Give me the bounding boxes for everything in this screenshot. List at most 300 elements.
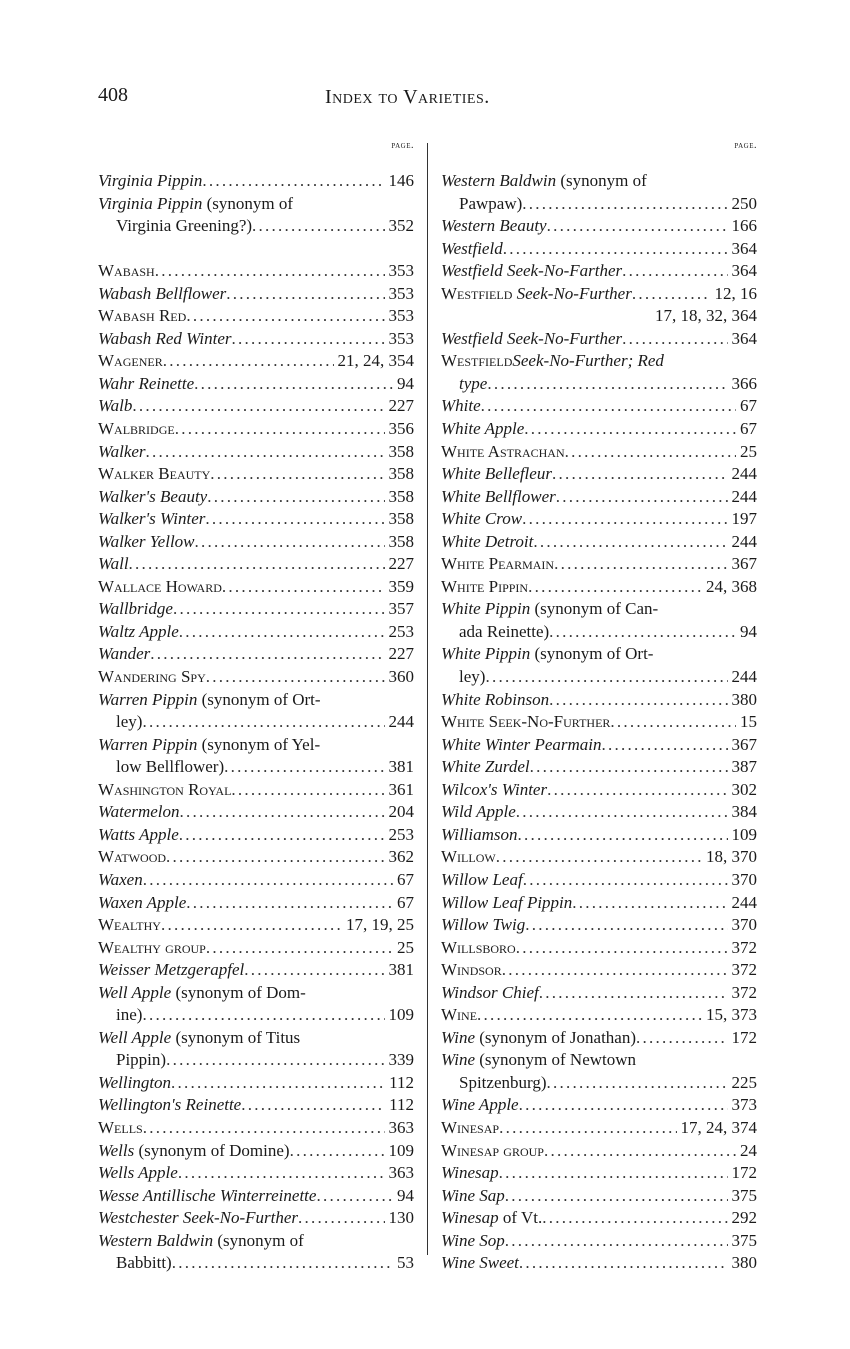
name-segment: (synonym of Dom- (171, 982, 306, 1002)
index-entry-line (441, 892, 757, 915)
name-segment: Waxen (98, 869, 143, 889)
index-entry-line (441, 1207, 757, 1230)
index-entry-line (441, 283, 757, 306)
name-segment: Willsboro (441, 937, 516, 957)
variety-name (98, 395, 132, 418)
dot-leader (186, 305, 384, 328)
name-segment: Wealthy (98, 915, 161, 935)
page-reference: 112 (389, 1072, 414, 1092)
variety-name (441, 486, 556, 509)
dot-leader (547, 215, 728, 238)
index-entry-line (98, 1140, 414, 1163)
name-segment: Waltz Apple (98, 621, 179, 641)
page-reference: 358 (388, 464, 414, 484)
variety-name (98, 1140, 290, 1163)
column-heading: page. (391, 140, 414, 151)
page-reference: 18, 370 (706, 847, 757, 867)
dot-leader (150, 643, 384, 666)
index-entry-line (441, 1004, 757, 1027)
index-entry-line (441, 1117, 757, 1140)
page-reference: 112 (389, 1095, 414, 1115)
page-reference: 197 (731, 509, 757, 529)
index-entry-line (441, 373, 757, 396)
name-segment: (synonym of Titus (171, 1027, 301, 1047)
name-segment: Watwood (98, 847, 167, 867)
name-segment: Spitzenburg) (459, 1072, 547, 1092)
page-reference: 67 (397, 892, 414, 912)
name-segment: Virginia Greening?) (116, 216, 253, 236)
index-entry-line (98, 982, 414, 1005)
name-segment: Wine (441, 1050, 475, 1070)
index-entry-line (98, 260, 414, 283)
page-reference: 244 (731, 531, 757, 551)
name-segment: Westfield (441, 283, 517, 303)
page-reference: 370 (731, 915, 757, 935)
index-entry-line (441, 779, 757, 802)
name-segment: Walker Beauty (98, 464, 211, 484)
page-reference: 361 (388, 779, 414, 799)
index-entry-line (98, 1049, 414, 1072)
page-reference: 292 (731, 1208, 757, 1228)
name-segment: Westfield (441, 238, 503, 258)
variety-name (459, 621, 549, 644)
name-segment: Walker (98, 441, 146, 461)
variety-name (98, 553, 129, 576)
name-segment: Wells (98, 1117, 143, 1137)
variety-name (441, 689, 549, 712)
page-reference: 227 (388, 396, 414, 416)
index-entry-line (441, 395, 757, 418)
index-entry-line (441, 689, 757, 712)
name-segment: Williamson (441, 824, 518, 844)
dot-leader (143, 1117, 385, 1140)
name-segment: Western Beauty (441, 216, 547, 236)
variety-name (98, 621, 179, 644)
dot-leader (499, 1162, 728, 1185)
name-segment: Wagener (98, 351, 163, 371)
variety-name (441, 441, 565, 464)
name-segment: ley) (116, 712, 143, 732)
dot-leader (487, 373, 727, 396)
variety-name (441, 1049, 636, 1072)
index-entry-line (98, 734, 414, 757)
name-segment: White Robinson (441, 689, 550, 709)
dot-leader (636, 1027, 727, 1050)
dot-leader (179, 824, 385, 847)
name-segment: Westfield Seek-No-Further (441, 328, 623, 348)
variety-name (116, 711, 142, 734)
page-reference: 109 (731, 824, 757, 844)
index-entry-line (98, 193, 414, 216)
index-entry-line (98, 1185, 414, 1208)
index-entry-line (98, 937, 414, 960)
index-entry-line (441, 1140, 757, 1163)
page-reference: 17, 24, 374 (680, 1117, 757, 1137)
index-entry-line (441, 508, 757, 531)
variety-name (98, 193, 293, 216)
page-reference: 358 (388, 509, 414, 529)
index-entry-line (441, 869, 757, 892)
index-entry-line (441, 531, 757, 554)
dot-leader (565, 441, 736, 464)
variety-name (98, 914, 161, 937)
index-entry-line (441, 1072, 757, 1095)
variety-name (116, 215, 252, 238)
index-entry-line (441, 305, 757, 328)
name-segment: Wallace Howard (98, 576, 222, 596)
name-segment: (synonym of (213, 1230, 304, 1250)
page-reference: 94 (397, 1185, 414, 1205)
index-entry-line (98, 801, 414, 824)
dot-leader (178, 1162, 385, 1185)
name-segment: (synonym of Ort- (197, 689, 321, 709)
index-entry-line (98, 869, 414, 892)
dot-leader (195, 531, 385, 554)
index-entry-line (98, 779, 414, 802)
name-segment: Babbitt) (116, 1253, 172, 1273)
index-column-left (98, 138, 414, 1275)
variety-name (441, 734, 602, 757)
page-reference: 359 (388, 576, 414, 596)
dot-leader (544, 1140, 736, 1163)
name-segment: Wilcox's Winter (441, 779, 548, 799)
index-entry-line (98, 1230, 414, 1253)
page-reference: 227 (388, 554, 414, 574)
dot-leader (632, 283, 711, 306)
dot-leader (171, 1072, 385, 1095)
dot-leader (481, 395, 736, 418)
index-entry-line (98, 914, 414, 937)
page-reference: 353 (388, 328, 414, 348)
index-entry-line (441, 328, 757, 351)
variety-name (441, 1185, 505, 1208)
name-segment: Wellington's Reinette (98, 1095, 242, 1115)
column-divider (427, 143, 428, 1255)
page-reference: 372 (731, 937, 757, 957)
page-reference: 15, 373 (706, 1005, 757, 1025)
name-segment: (synonym of Can- (530, 599, 659, 619)
variety-name (459, 1072, 547, 1095)
index-entry-line (441, 576, 757, 599)
page-reference: 364 (731, 261, 757, 281)
page-reference: 373 (731, 1095, 757, 1115)
dot-leader (206, 666, 385, 689)
index-entry-line (441, 1185, 757, 1208)
index-entry-line (441, 418, 757, 441)
name-segment: type (459, 373, 488, 393)
name-segment: Walker's Winter (98, 509, 206, 529)
name-segment: Virginia Pippin (98, 171, 203, 190)
variety-name (441, 395, 481, 418)
variety-name (441, 846, 496, 869)
dot-leader (186, 892, 393, 915)
dot-leader (142, 1004, 384, 1027)
dot-leader (146, 441, 385, 464)
variety-name (441, 508, 522, 531)
name-segment: Wander (98, 644, 151, 664)
name-segment: (synonym of Jonathan) (475, 1027, 637, 1047)
name-segment: White Astrachan (441, 441, 565, 461)
page-reference: 372 (731, 982, 757, 1002)
page-reference: 367 (731, 554, 757, 574)
name-segment: Wine (441, 1027, 475, 1047)
page-reference: 360 (388, 667, 414, 687)
name-segment: Seek-No-Further; Red (512, 351, 664, 371)
name-segment: Weisser Metzgerapfel (98, 960, 245, 980)
variety-name (441, 260, 622, 283)
dot-leader (155, 260, 385, 283)
dot-leader (194, 373, 393, 396)
index-entry-line (98, 350, 414, 373)
page-reference: 244 (731, 464, 757, 484)
variety-name (441, 779, 547, 802)
name-segment: Winesap (441, 1208, 499, 1228)
name-segment: Willow Twig (441, 915, 526, 935)
page-reference: 302 (731, 779, 757, 799)
variety-name (98, 418, 175, 441)
name-segment: Seek-No-Further (516, 283, 632, 303)
name-segment: White Winter Pearmain (441, 734, 602, 754)
index-entry-line (441, 1252, 757, 1275)
page-reference: 372 (731, 960, 757, 980)
dot-leader (499, 1117, 676, 1140)
dot-leader (252, 215, 384, 238)
dot-leader (525, 914, 727, 937)
dot-leader (528, 576, 702, 599)
dot-leader (524, 418, 736, 441)
name-segment: White (441, 396, 481, 416)
variety-name (98, 463, 210, 486)
name-segment: Waxen Apple (98, 892, 187, 912)
dot-leader (547, 1072, 728, 1095)
index-entry-line (98, 531, 414, 554)
dot-leader (549, 621, 736, 644)
page-reference: 387 (731, 757, 757, 777)
dot-leader (244, 959, 384, 982)
variety-name (441, 531, 533, 554)
index-entry-line (441, 914, 757, 937)
dot-leader (202, 170, 384, 193)
variety-name (441, 418, 524, 441)
page-reference: 67 (397, 869, 414, 889)
page-reference: 225 (731, 1072, 757, 1092)
dot-leader (552, 463, 728, 486)
index-entry-line (441, 463, 757, 486)
index-entry-line (441, 711, 757, 734)
index-entry-line (98, 959, 414, 982)
name-segment: (synonym of Newtown (475, 1050, 637, 1070)
dot-leader (530, 756, 728, 779)
index-entries (98, 170, 414, 1275)
dot-leader (523, 869, 728, 892)
index-entry-line (441, 666, 757, 689)
variety-name (98, 598, 173, 621)
page-reference: 375 (731, 1230, 757, 1250)
index-entry-line (98, 508, 414, 531)
page-reference: 384 (731, 802, 757, 822)
index-entry-line (98, 846, 414, 869)
page-reference: 362 (388, 847, 414, 867)
variety-name (98, 305, 186, 328)
dot-leader (505, 1185, 728, 1208)
dot-leader (522, 508, 727, 531)
name-segment: Westfield (441, 351, 513, 371)
variety-name (441, 1004, 477, 1027)
name-segment: Wabash Red Winter (98, 328, 232, 348)
dot-leader (226, 283, 384, 306)
name-segment: Wealthy group (98, 937, 206, 957)
page-reference: 166 (731, 216, 757, 236)
variety-name (459, 666, 485, 689)
name-segment: Wine (441, 1005, 478, 1025)
name-segment: Wine Apple (441, 1095, 519, 1115)
name-segment: Well Apple (98, 982, 172, 1002)
variety-name (441, 869, 523, 892)
dot-leader (210, 463, 384, 486)
variety-name (441, 328, 622, 351)
page-reference: 24, 368 (706, 576, 757, 596)
variety-name (98, 846, 166, 869)
dot-leader (172, 1252, 393, 1275)
dot-leader (132, 395, 384, 418)
dot-leader (316, 1185, 393, 1208)
name-segment: Western Baldwin (98, 1230, 214, 1250)
variety-name (98, 982, 306, 1005)
variety-name (441, 1252, 519, 1275)
variety-name (98, 170, 202, 193)
dot-leader (602, 734, 728, 757)
page-reference: 109 (388, 1005, 414, 1025)
name-segment: White Seek-No-Further (441, 712, 611, 732)
index-entry-line (98, 756, 414, 779)
variety-name (98, 869, 143, 892)
dot-leader (241, 1094, 385, 1117)
variety-name (441, 238, 503, 261)
index-entry-line (441, 959, 757, 982)
page-reference: 352 (388, 216, 414, 236)
dot-leader (519, 1252, 728, 1275)
index-entry-line (98, 1162, 414, 1185)
index-entry-line (441, 486, 757, 509)
blank-line (98, 238, 414, 261)
name-segment: Wine Sap (441, 1185, 505, 1205)
name-segment: (synonym of (556, 171, 647, 190)
variety-name (116, 1252, 172, 1275)
dot-leader (549, 689, 727, 712)
name-segment: Wild Apple (441, 802, 516, 822)
variety-name (98, 824, 179, 847)
index-entry-line (441, 621, 757, 644)
name-segment: Westfield Seek-No-Farther (441, 261, 623, 281)
dot-leader (222, 576, 385, 599)
dot-leader (519, 1094, 728, 1117)
dot-leader (556, 486, 728, 509)
index-entry-line (98, 1072, 414, 1095)
index-entry-line (98, 373, 414, 396)
name-segment: White Bellefleur (441, 464, 552, 484)
page-reference: 172 (731, 1163, 757, 1183)
dot-leader (522, 193, 727, 216)
variety-name (98, 666, 206, 689)
dot-leader (163, 350, 334, 373)
index-entry-line (98, 1004, 414, 1027)
variety-name (441, 1094, 519, 1117)
page-reference: 358 (388, 531, 414, 551)
page-reference: 353 (388, 283, 414, 303)
variety-name (441, 1162, 499, 1185)
variety-name (98, 892, 186, 915)
dot-leader (516, 801, 728, 824)
name-segment: (synonym of Ort- (530, 644, 654, 664)
index-entry-line (98, 711, 414, 734)
dot-leader (179, 621, 385, 644)
variety-name (116, 1049, 166, 1072)
index-entry-line (441, 215, 757, 238)
index-entry-line (441, 441, 757, 464)
dot-leader (485, 666, 727, 689)
dot-leader (142, 711, 384, 734)
page-reference: 25 (397, 937, 414, 957)
name-segment: Watermelon (98, 802, 180, 822)
running-title: Index to Varieties. (325, 86, 490, 108)
variety-name (98, 1027, 300, 1050)
name-segment: Winesap (441, 1163, 499, 1183)
name-segment: Windsor (441, 960, 502, 980)
page-reference: 358 (388, 486, 414, 506)
dot-leader (518, 824, 728, 847)
index-entry-line (441, 643, 757, 666)
page-reference: 381 (388, 960, 414, 980)
name-segment: Walb (98, 396, 133, 416)
name-segment: Well Apple (98, 1027, 172, 1047)
variety-name (441, 824, 518, 847)
index-entry-line (98, 1117, 414, 1140)
dot-leader (143, 869, 393, 892)
name-segment: White Zurdel (441, 757, 530, 777)
name-segment: Winesap group (441, 1140, 544, 1160)
variety-name (98, 643, 150, 666)
index-entry-line (441, 598, 757, 621)
index-entry-line (441, 801, 757, 824)
variety-name (116, 756, 224, 779)
name-segment: Wall (98, 554, 129, 574)
index-entry-line (441, 553, 757, 576)
variety-name (98, 1094, 241, 1117)
page-reference: 375 (731, 1185, 757, 1205)
name-segment: Westchester Seek-No-Further (98, 1208, 299, 1228)
name-segment: Watts Apple (98, 824, 179, 844)
page-reference: 94 (397, 373, 414, 393)
variety-name (441, 959, 502, 982)
name-segment: of Vt. (498, 1208, 543, 1228)
index-entry-line (98, 1027, 414, 1050)
page-reference: 370 (731, 869, 757, 889)
dot-leader (231, 328, 384, 351)
variety-name (441, 350, 664, 373)
dot-leader (554, 553, 727, 576)
page-reference: 250 (731, 193, 757, 213)
page-reference: 380 (731, 1253, 757, 1273)
variety-name (98, 1207, 298, 1230)
variety-name (459, 193, 522, 216)
index-entry-line (98, 305, 414, 328)
column-heading: page. (734, 140, 757, 151)
name-segment: Windsor Chief (441, 982, 539, 1002)
name-segment: ine) (116, 1005, 143, 1025)
name-segment: ada Reinette) (459, 621, 550, 641)
name-segment: Wellington (98, 1072, 172, 1092)
variety-name (441, 756, 530, 779)
